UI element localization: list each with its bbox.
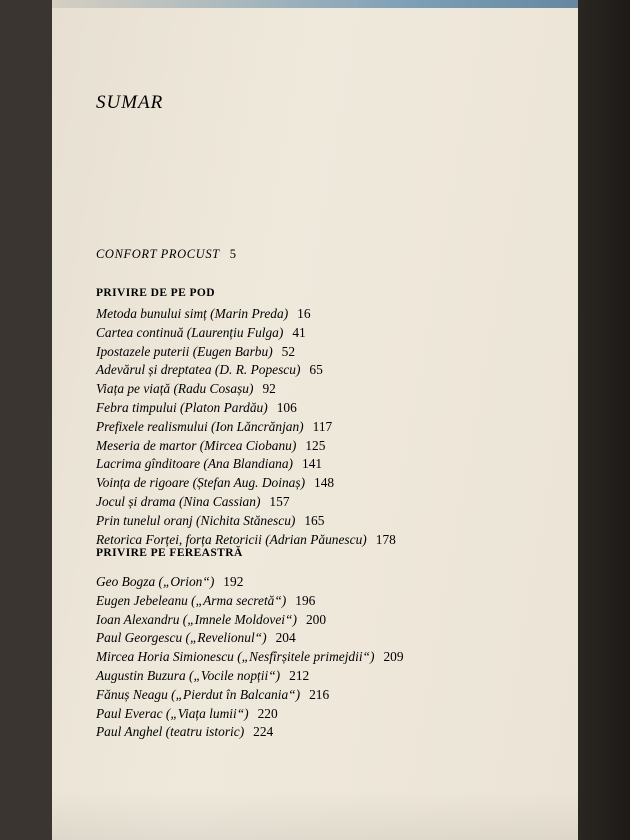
section-heading-pod: PRIVIRE DE PE POD (96, 287, 215, 299)
toc-entry-page: 165 (304, 512, 325, 528)
toc-entry (96, 493, 396, 512)
toc-entry-title: Voința de rigoare (Ștefan Aug. Doinaș) (96, 475, 306, 491)
toc-entry-title: Febra timpului (Platon Pardău) (96, 399, 268, 415)
toc-entry-page: 224 (253, 724, 274, 740)
toc-entry-confort (96, 247, 237, 262)
toc-entry-page: 192 (223, 574, 244, 589)
toc-list-fereastra (96, 573, 404, 742)
top-strip (52, 0, 578, 8)
toc-entry-page: 178 (375, 531, 396, 547)
toc-entry-page: 157 (269, 493, 290, 509)
toc-entry-page: 148 (314, 475, 335, 491)
toc-entry-page: 65 (309, 362, 323, 378)
toc-entry (96, 305, 396, 324)
toc-entry (96, 361, 396, 380)
toc-entry (96, 343, 396, 362)
toc-entry-title: Mircea Horia Simionescu („Nesfîrșitele primejdii“) (96, 649, 375, 665)
toc-entry-page: 41 (292, 324, 306, 340)
toc-entry-title: Paul Georgescu („Revelionul“) (96, 630, 267, 646)
toc-entry-page: 52 (281, 343, 296, 359)
toc-entry (96, 437, 396, 456)
toc-entry (96, 399, 396, 418)
toc-entry (96, 667, 404, 686)
toc-entry-title: Ipostazele puterii (Eugen Barbu) (96, 343, 273, 359)
toc-entry-page: 220 (257, 705, 278, 721)
toc-entry-title: Paul Everac („Viața lumii“) (96, 705, 249, 721)
page-shadow (52, 790, 578, 840)
toc-entry (96, 686, 404, 705)
section-heading-fereastra: PRIVIRE PE FEREASTRĂ (96, 547, 243, 559)
toc-entry-title: Paul Anghel (teatru istoric) (96, 724, 245, 740)
toc-entry (96, 455, 396, 474)
toc-entry-page: 204 (275, 630, 296, 646)
toc-entry-page: 125 (305, 437, 326, 453)
toc-list-pod (96, 305, 396, 549)
toc-entry-page: 117 (312, 418, 333, 434)
toc-entry-title: Geo Bogza („Orion“) (96, 574, 215, 589)
toc-entry (96, 705, 404, 724)
toc-entry-page: 196 (295, 592, 316, 608)
toc-entry-title: Prin tunelul oranj (Nichita Stănescu) (96, 512, 296, 528)
toc-entry (96, 611, 404, 630)
toc-entry-title: Metoda bunului simț (Marin Preda) (96, 306, 289, 321)
toc-entry (96, 648, 404, 667)
toc-entry-title: Fănuș Neagu („Pierdut în Balcania“) (96, 686, 301, 702)
background-edge (578, 0, 630, 840)
toc-entry-title: Prefixele realismului (Ion Lăncrănjan) (96, 418, 304, 434)
toc-entry-page: 92 (262, 381, 276, 397)
toc-entry-page: 141 (302, 456, 323, 472)
toc-entry-page: 200 (305, 611, 327, 627)
toc-entry-page: 212 (289, 667, 310, 683)
toc-entry-title: Jocul și drama (Nina Cassian) (96, 493, 261, 509)
toc-entry-page: 216 (309, 686, 330, 702)
toc-entry-title: Lacrima gînditoare (Ana Blandiana) (96, 456, 294, 472)
toc-entry-title: Meseria de martor (Mircea Ciobanu) (96, 437, 297, 453)
toc-entry-title: Ioan Alexandru („Imnele Moldovei“) (96, 611, 297, 627)
toc-entry-page: 209 (383, 649, 404, 665)
toc-entry (96, 474, 396, 493)
toc-entry (96, 592, 404, 611)
toc-entry-title: Augustin Buzura („Vocile nopții“) (96, 667, 281, 683)
toc-entry (96, 380, 396, 399)
toc-entry-title: CONFORT PROCUST (96, 247, 220, 261)
toc-entry-title: Retorica Forței, forța Retoricii (Adrian Păunescu) (96, 531, 367, 547)
toc-entry-title: Eugen Jebeleanu („Arma secretă“) (96, 592, 287, 608)
toc-entry (96, 629, 404, 648)
toc-entry-title: Cartea continuă (Laurențiu Fulga) (96, 324, 284, 340)
toc-entry (96, 512, 396, 531)
toc-entry-title: Viața pe viață (Radu Cosașu) (96, 381, 254, 397)
toc-entry-page: 106 (276, 399, 297, 415)
toc-entry (96, 723, 404, 742)
toc-entry (96, 418, 396, 437)
toc-entry (96, 324, 396, 343)
page-title: SUMAR (96, 92, 164, 113)
toc-entry-page: 5 (229, 247, 237, 261)
toc-entry-title: Adevărul și dreptatea (D. R. Popescu) (96, 362, 301, 378)
toc-entry-page: 16 (297, 306, 311, 321)
toc-entry (96, 573, 404, 592)
